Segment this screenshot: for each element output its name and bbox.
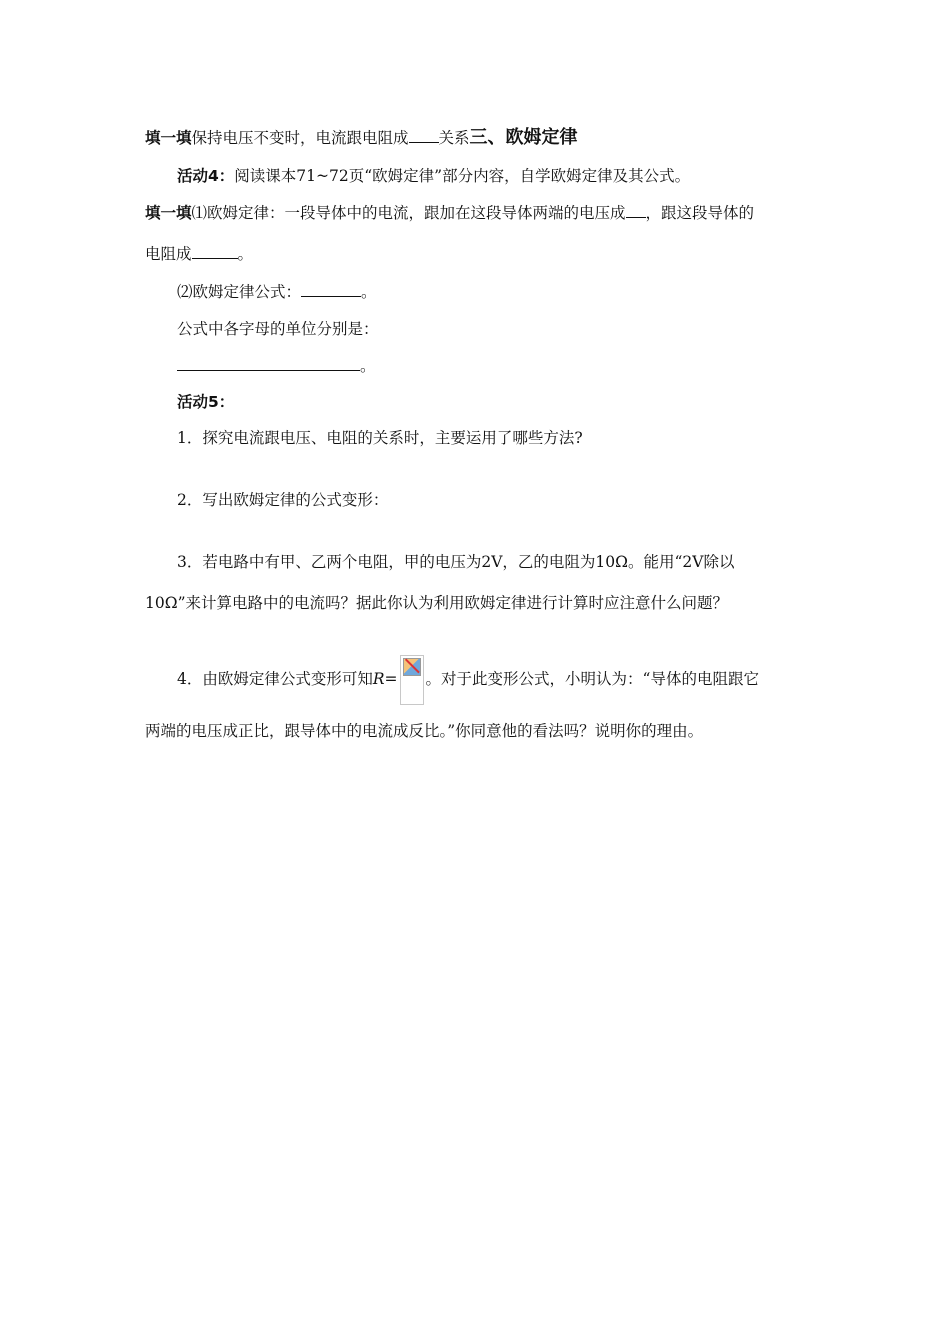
units-text: 公式中各字母的单位分别是：	[177, 320, 379, 338]
question-3-text: 3．若电路中有甲、乙两个电阻，甲的电压为2V，乙的电阻为10Ω。能用“2V除以	[177, 553, 735, 571]
fill-in-text: 保持电压不变时，电流跟电阻成	[191, 129, 409, 147]
fill-in-line-1	[145, 128, 578, 148]
item-1-after: ，跟这段导体的	[645, 204, 755, 222]
units-answer-line	[177, 356, 376, 376]
item-1-marker: ⑴	[191, 204, 208, 222]
item-2-marker: ⑵	[177, 283, 193, 301]
item-1-cont: 电阻成	[145, 245, 192, 263]
activity-4-label: 活动4：	[177, 167, 235, 185]
fill-in-label-2: 填一填	[145, 204, 192, 222]
question-1	[177, 428, 583, 448]
formula-variable: R=	[372, 670, 398, 688]
item-2-end: 。	[361, 283, 377, 301]
item-1-end: 。	[237, 245, 254, 263]
activity-4-text: 阅读课本71~72页“欧姆定律”部分内容，自学欧姆定律及其公式。	[234, 167, 691, 185]
activity-5-label: 活动5：	[177, 393, 235, 411]
answer-blank[interactable]	[409, 128, 439, 143]
fill-in-label: 填一填	[145, 129, 192, 147]
answer-blank[interactable]	[192, 244, 238, 259]
question-4-text: 4．由欧姆定律公式变形可知	[177, 670, 373, 688]
question-2	[177, 490, 388, 510]
units-end: 。	[360, 357, 376, 375]
question-3-cont	[145, 593, 728, 613]
fill-in-after: 关系	[438, 129, 470, 147]
question-1-text: 1．探究电流跟电压、电阻的关系时，主要运用了哪些方法?	[177, 429, 583, 447]
answer-blank[interactable]	[301, 282, 361, 297]
activity-4	[177, 166, 690, 186]
question-3-text-cont: 10Ω”来计算电路中的电流吗？据此你认为利用欧姆定律进行计算时应注意什么问题？	[145, 594, 729, 612]
question-4-after: 。对于此变形公式，小明认为：“导体的电阻跟它	[425, 670, 759, 688]
formula-image-icon	[400, 655, 424, 705]
answer-blank[interactable]	[626, 203, 646, 218]
question-2-text: 2．写出欧姆定律的公式变形：	[177, 491, 389, 509]
formula-line	[177, 282, 377, 302]
item-2-text: 欧姆定律公式：	[192, 283, 302, 301]
question-4-text-cont: 两端的电压成正比，跟导体中的电流成反比。”你同意他的看法吗？说明你的理由。	[145, 722, 704, 740]
units-line	[177, 319, 379, 339]
item-1-text: 欧姆定律：一段导体中的电流，跟加在这段导体两端的电压成	[207, 204, 626, 222]
question-4	[177, 655, 759, 703]
answer-blank[interactable]	[177, 356, 360, 371]
activity-5	[177, 392, 234, 412]
ohm-law-line-cont	[145, 244, 253, 264]
question-3	[177, 552, 734, 572]
section-heading: 三、欧姆定律	[469, 127, 578, 148]
ohm-law-line	[145, 203, 754, 223]
question-4-cont	[145, 721, 703, 741]
